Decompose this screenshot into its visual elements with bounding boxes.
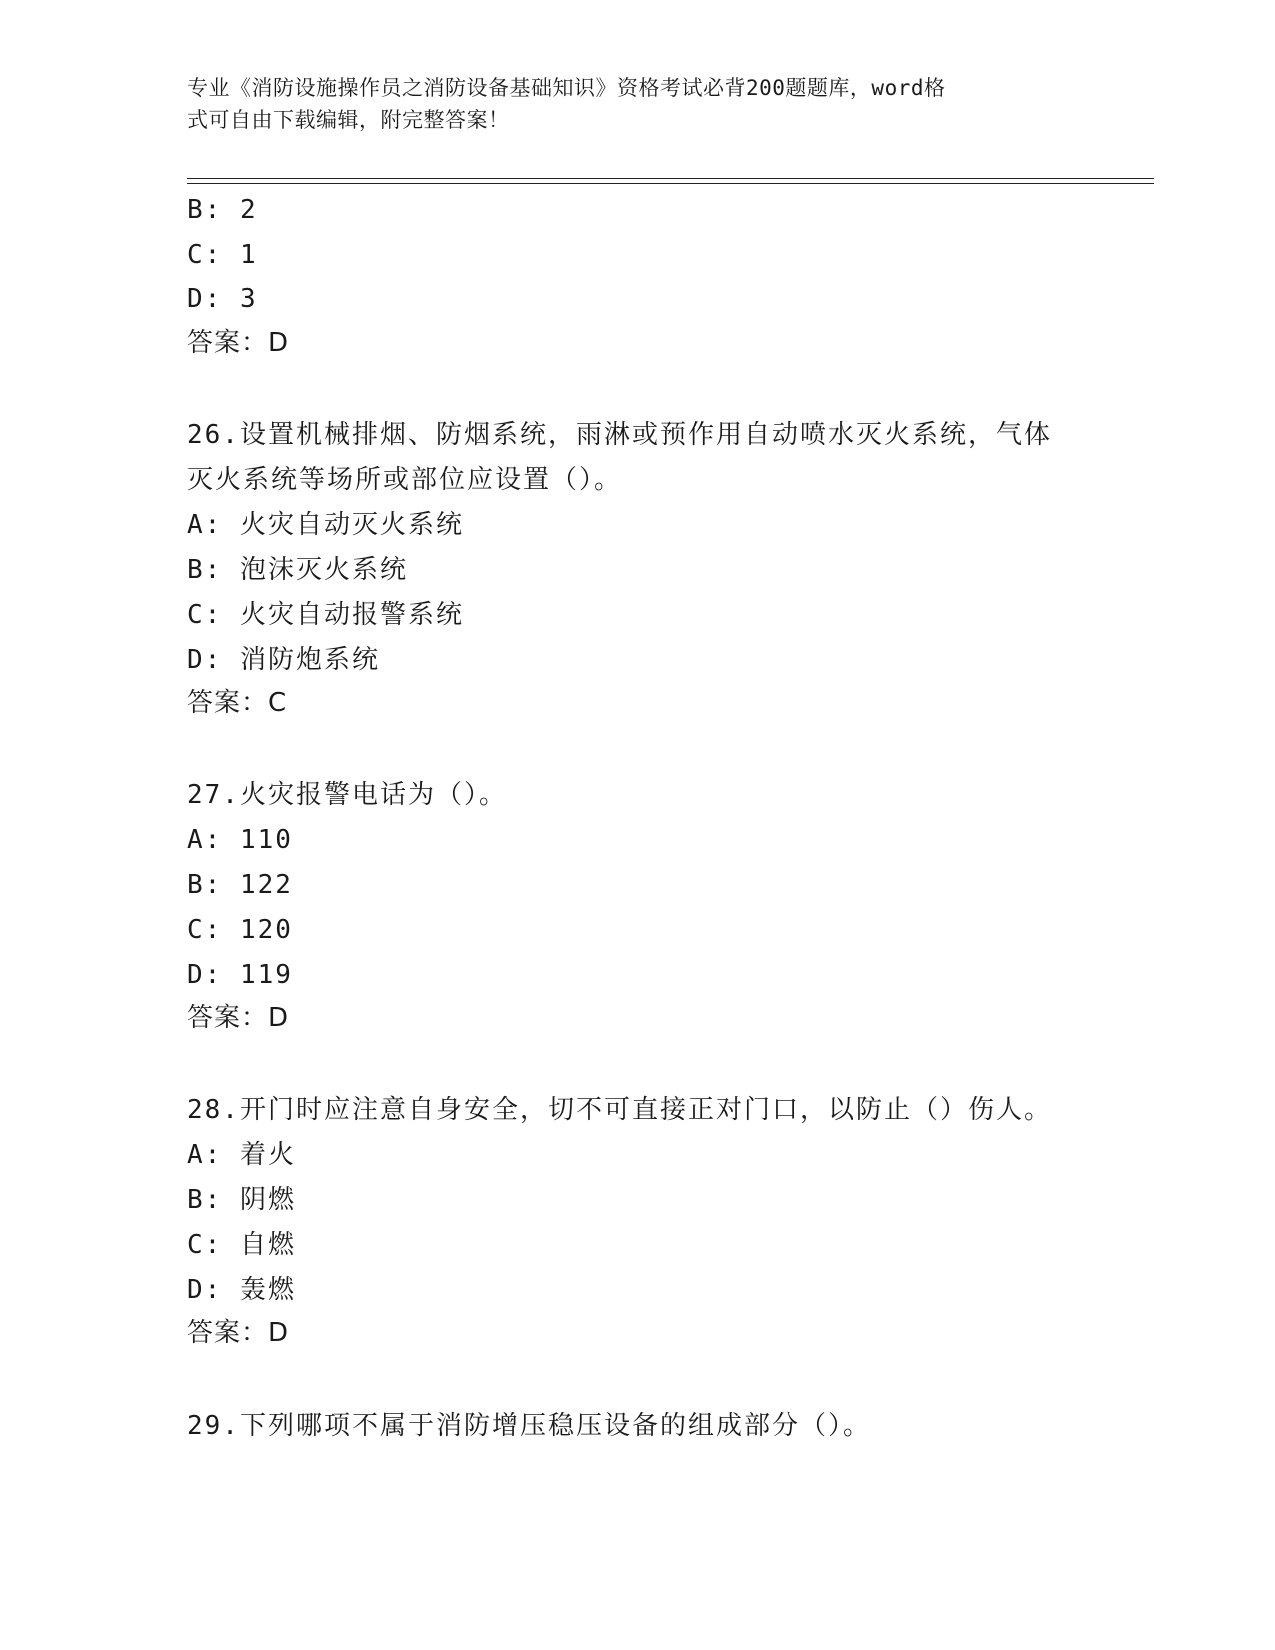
header-rule-top [187,178,1154,179]
q26-answer: 答案：C [187,688,288,718]
q28-option-d: D: 轰燃 [187,1275,296,1305]
q28-option-a: A: 着火 [187,1140,296,1170]
q27-option-a: A: 110 [187,825,293,855]
q26-stem-line-2: 灭火系统等场所或部位应设置（）。 [187,465,623,495]
q27-answer: 答案：D [187,1003,290,1033]
q25-option-c: C: 1 [187,240,258,270]
q26-stem-line-1: 26.设置机械排烟、防烟系统，雨淋或预作用自动喷水灭火系统，气体 [187,420,1052,450]
q28-answer: 答案：D [187,1318,290,1348]
q26-option-a: A: 火灾自动灭火系统 [187,510,464,540]
q27-stem: 27.火灾报警电话为（）。 [187,780,507,810]
q27-option-b: B: 122 [187,870,293,900]
q26-option-c: C: 火灾自动报警系统 [187,600,464,630]
q26-option-b: B: 泡沫灭火系统 [187,555,408,585]
document-header [187,72,1067,136]
q25-answer: 答案：D [187,328,290,358]
q28-stem: 28.开门时应注意自身安全，切不可直接正对门口，以防止（）伤人。 [187,1095,1052,1125]
header-line-2: 式可自由下载编辑，附完整答案！ [187,108,510,132]
header-line-1: 专业《消防设施操作员之消防设备基础知识》资格考试必背200题题库，word格 [187,76,946,100]
q27-option-d: D: 119 [187,960,293,990]
q28-option-b: B: 阴燃 [187,1185,296,1215]
q28-option-c: C: 自燃 [187,1230,296,1260]
q29-stem: 29.下列哪项不属于消防增压稳压设备的组成部分（）。 [187,1411,871,1441]
q25-option-d: D: 3 [187,284,258,314]
q25-option-b: B: 2 [187,195,258,225]
header-rule-bottom [187,183,1154,184]
q26-option-d: D: 消防炮系统 [187,645,380,675]
q27-option-c: C: 120 [187,915,293,945]
